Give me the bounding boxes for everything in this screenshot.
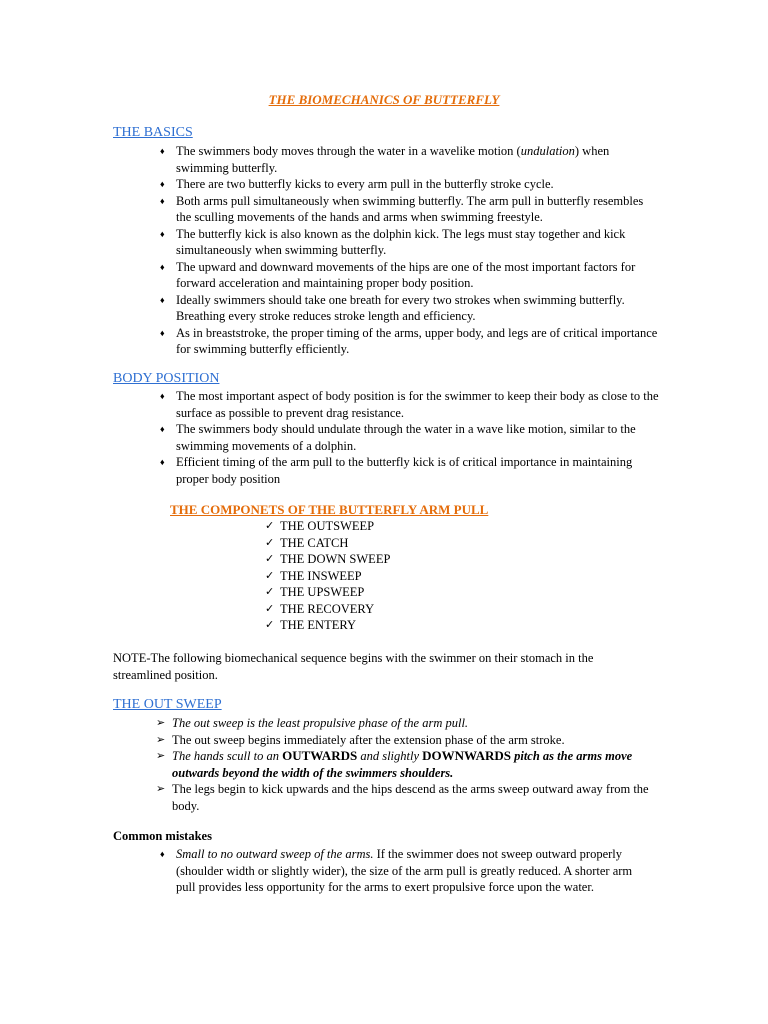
list-item: ✓ THE DOWN SWEEP xyxy=(265,551,565,568)
out-sweep-list xyxy=(156,715,656,814)
list-item: ♦ The swimmers body should undulate through the water in a wave like motion, similar to the swimming movements of a dolphin. xyxy=(160,421,660,454)
body-position-list xyxy=(160,388,660,487)
list-item: ♦ The most important aspect of body position is for the swimmer to keep their body as close to the surface as possible to prevent drag resistance. xyxy=(160,388,660,421)
components-list xyxy=(265,518,565,634)
document-title: THE BIOMECHANICS OF BUTTERFLY xyxy=(268,92,500,107)
undulation-term: undulation xyxy=(520,144,575,158)
list-item: ✓ THE CATCH xyxy=(265,535,565,552)
body-position-heading: BODY POSITION xyxy=(113,371,220,386)
list-item: ♦ The butterfly kick is also known as the dolphin kick. The legs must stay together and kick simultaneously when swimming butterfly. xyxy=(160,226,660,259)
basics-heading: THE BASICS xyxy=(113,125,193,140)
list-item: ➢ The out sweep is the least propulsive phase of the arm pull. xyxy=(156,715,656,732)
list-item: ♦ The swimmers body moves through the water in a wavelike motion (undulation) when swimming butterfly. xyxy=(160,143,660,176)
list-item: ➢ The legs begin to kick upwards and the hips descend as the arms sweep outward away from the body. xyxy=(156,781,656,814)
components-heading: THE COMPONETS OF THE BUTTERFLY ARM PULL xyxy=(170,502,489,517)
list-item: ♦ Small to no outward sweep of the arms. If the swimmer does not sweep outward properly (shoulder width or slightly wider), the size of the arm pull is greatly reduced. A shorter arm pull provides less opportunity for the arms to exert propulsive force upon the water. xyxy=(160,846,640,896)
note-paragraph: NOTE-The following biomechanical sequence begins with the swimmer on their stomach in the streamlined position. xyxy=(113,651,594,682)
list-item: ♦ The upward and downward movements of the hips are one of the most important factors for forward acceleration and maintaining proper body position. xyxy=(160,259,660,292)
list-item: ♦ There are two butterfly kicks to every arm pull in the butterfly stroke cycle. xyxy=(160,176,660,193)
list-item: ✓ THE UPSWEEP xyxy=(265,584,565,601)
list-item: ✓ THE OUTSWEEP xyxy=(265,518,565,535)
list-item: ✓ THE RECOVERY xyxy=(265,601,565,618)
list-item: ✓ THE ENTERY xyxy=(265,617,565,634)
list-item: ♦ Ideally swimmers should take one breath for every two strokes when swimming butterfly. Breathing every stroke reduces stroke length and efficiency. xyxy=(160,292,660,325)
list-item: ♦ Efficient timing of the arm pull to the butterfly kick is of critical importance in maintaining proper body position xyxy=(160,454,660,487)
list-item: ➢ The out sweep begins immediately after the extension phase of the arm stroke. xyxy=(156,732,656,749)
common-mistakes-heading: Common mistakes xyxy=(113,829,212,843)
list-item: ♦ As in breaststroke, the proper timing of the arms, upper body, and legs are of critical importance for swimming butterfly efficiently. xyxy=(160,325,660,358)
list-item: ♦ Both arms pull simultaneously when swimming butterfly. The arm pull in butterfly resembles the sculling movements of the hands and arms when swimming freestyle. xyxy=(160,193,660,226)
list-item: ➢ The hands scull to an OUTWARDS and slightly DOWNWARDS pitch as the arms move outwards beyond the width of the swimmers shoulders. xyxy=(156,748,656,781)
list-item: ✓ THE INSWEEP xyxy=(265,568,565,585)
mistakes-list xyxy=(160,846,640,896)
basics-list xyxy=(160,143,660,358)
out-sweep-heading: THE OUT SWEEP xyxy=(113,697,222,712)
